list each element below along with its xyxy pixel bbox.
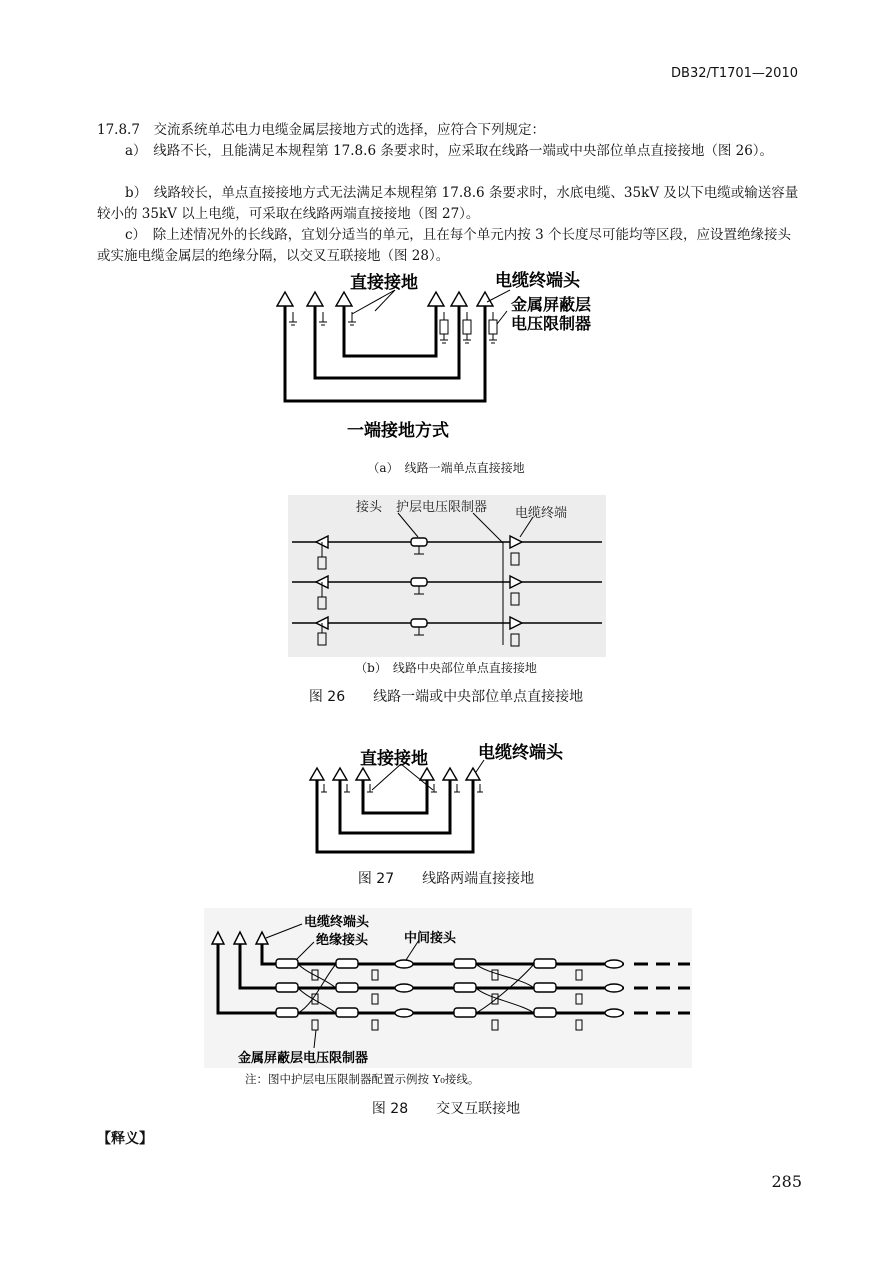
fig26-caption: 图 26 线路一端或中央部位单点直接接地: [308, 689, 584, 705]
fig27-ground-symbols: [321, 784, 483, 792]
fig26a-caption: （a） 线路一端单点直接接地: [367, 461, 525, 475]
label-voltage-limiter: 电压限制器: [511, 314, 592, 333]
fig28-diagram: [204, 908, 692, 1068]
label-cable-terminal: 电缆终端: [515, 506, 568, 521]
label-middle-joint: 中间接头: [404, 931, 457, 946]
clause-item-a: a） 线路不长，且能满足本规程第 17.8.6 条要求时，应采取在线路一端或中央部位单点直接接地（图 26）。: [125, 143, 774, 159]
fig27-caption: 图 27 线路两端直接接地: [357, 871, 535, 887]
fig26a-terminals: [277, 292, 493, 306]
label-cable-terminal: 电缆终端头: [495, 271, 580, 291]
fig26a-loops: [285, 306, 485, 401]
clause-item-b: b） 线路较长，单点直接接地方式无法满足本规程第 17.8.6 条要求时，水底电缆、35kV 及以下电缆或输送容量较小的 35kV 以上电缆，可采取在线路两端直接接地（图 27）。: [97, 185, 799, 222]
label-sheath-voltage-limiter: 护层电压限制器: [396, 500, 488, 515]
fig26a-voltage-limiters: [440, 312, 497, 343]
label-shield-voltage-limiter: 金属屏蔽层电压限制器: [238, 1051, 369, 1066]
clause-item-c: c） 除上述情况外的长线路，宜划分适当的单元，且在每个单元内按 3 个长度尽可能均等区段，应设置绝缘接头或实施电缆金属层的绝缘分隔，以交叉互联接地（图 28）。: [97, 227, 791, 264]
fig26a-diagram: [255, 266, 625, 446]
section-heading: 【释义】: [97, 1131, 153, 1147]
label-one-end-grounding: 一端接地方式: [347, 421, 449, 441]
label-joint: 接头: [356, 500, 383, 515]
page-number: 285: [771, 1172, 802, 1191]
label-cable-terminal: 电缆终端头: [304, 915, 370, 930]
label-insulating-joint: 绝缘接头: [316, 933, 369, 948]
fig27-loops: [317, 780, 473, 852]
fig26b-caption: （b） 线路中央部位单点直接接地: [355, 661, 537, 675]
fig28-note: 注：图中护层电压限制器配置示例按 Y₀接线。: [245, 1072, 480, 1086]
label-cable-terminal: 电缆终端头: [478, 743, 563, 763]
clause-17-8-7: 17.8.7 交流系统单芯电力电缆金属层接地方式的选择，应符合下列规定：: [97, 122, 545, 138]
label-direct-ground: 直接接地: [360, 749, 428, 769]
fig26a-ground-symbols: [289, 312, 356, 325]
label-direct-ground: 直接接地: [350, 273, 418, 293]
fig27-diagram: [306, 738, 606, 858]
fig26b-diagram: [288, 495, 606, 657]
fig28-caption: 图 28 交叉互联接地: [371, 1101, 521, 1117]
standard-number: DB32/T1701—2010: [671, 66, 798, 81]
label-metal-shield: 金属屏蔽层: [511, 295, 592, 314]
